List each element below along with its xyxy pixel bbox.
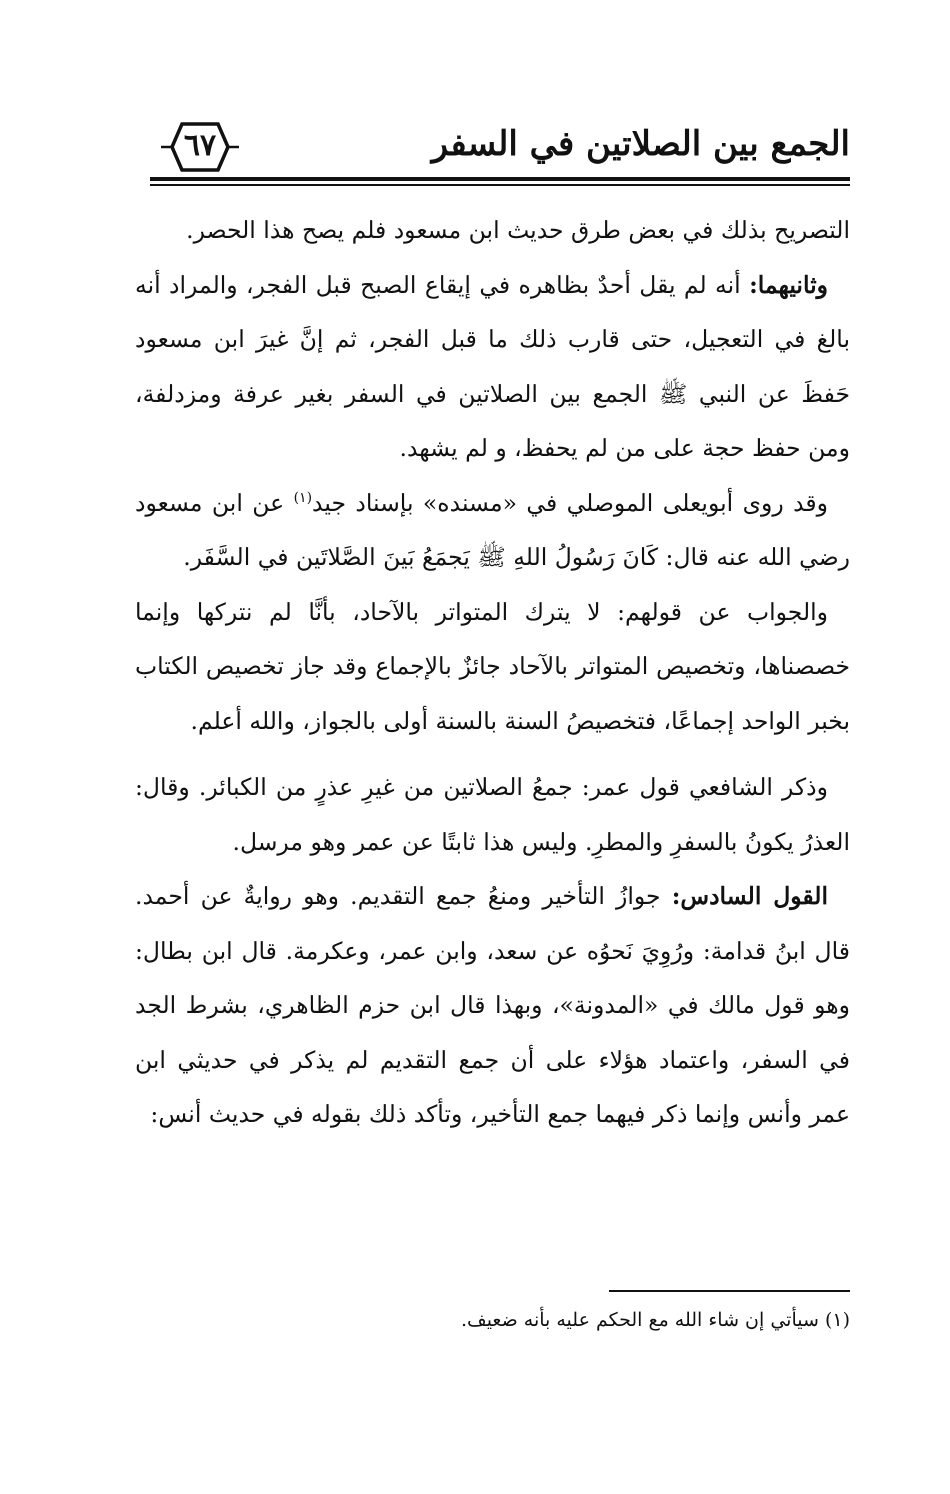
- paragraph-text: والجواب عن قولهم: لا يترك المتواتر بالآحاد، بأنَّا لم نتركها وإنما خصصناها، وتخصيص المتواتر بالآحاد جائزٌ بالإجماع وقد جاز تخصيص الكتاب بخبر الواحد إجماعًا، فتخصيصُ السنة بالسنة أولى بالجواز، والله أعلم.: [135, 597, 850, 735]
- page-number: ٦٧: [183, 128, 217, 163]
- running-title: الجمع بين الصلاتين في السفر: [431, 124, 850, 164]
- page-number-badge: [158, 118, 242, 176]
- paragraph-text: وذكر الشافعي قول عمر: جمعُ الصلاتين من غيرِ عذرٍ من الكبائر. وقال: العذرُ يكونُ بالسفرِ والمطرِ. وليس هذا ثابتًا عن عمر وهو مرسل.: [135, 773, 850, 856]
- page-header: [150, 118, 850, 182]
- footnote-reference: (١): [293, 489, 313, 506]
- paragraph-2: [135, 258, 850, 476]
- header-rule-thin: [150, 184, 850, 186]
- paragraph-5: [135, 760, 850, 869]
- paragraph-text: أنه لم يقل أحدٌ بظاهره في إيقاع الصبح قبل الفجر، والمراد أنه بالغ في التعجيل، حتى قارب ذلك ما قبل الفجر، ثم إنَّ غيرَ ابن مسعود حَفظَ عن النبي ﷺ الجمع بين الصلاتين في السفر بغير عرفة ومزدلفة، ومن حفظ حجة على من لم يحفظ، و لم يشهد.: [135, 270, 850, 462]
- paragraph-text: التصريح بذلك في بعض طرق حديث ابن مسعود فلم يصح هذا الحصر.: [186, 216, 850, 244]
- paragraph-3: [135, 476, 850, 585]
- paragraph-4: [135, 585, 850, 749]
- paragraph-text: جوازُ التأخير ومنعُ جمع التقديم. وهو روايةٌ عن أحمد. قال ابنُ قدامة: ورُوِيَ نَحوُه عن سعد، وابن عمر، وعكرمة. قال ابن بطال: وهو قول مالك في «المدونة»، وبهذا قال ابن حزم الظاهري، بشرط الجد في السفر، واعتماد هؤلاء على أن جمع التقديم لم يذكر في حديثي ابن عمر وأنس وإنما ذكر فيهما جمع التأخير، وتأكد ذلك بقوله في حديث أنس:: [135, 882, 850, 1128]
- paragraph-lead: القول السادس:: [671, 882, 828, 910]
- footnote-text: سيأتي إن شاء الله مع الحكم عليه بأنه ضعيف.: [460, 1309, 825, 1331]
- paragraph-6: [135, 869, 850, 1142]
- footnote-separator: [609, 1290, 850, 1292]
- footnote: [135, 1302, 850, 1338]
- paragraph-text: عن ابن مسعود رضي الله عنه قال: كَانَ رَسُولُ اللهِ ﷺ يَجمَعُ بَينَ الصَّلاتَين في السَّفَر.: [135, 488, 850, 571]
- footnote-marker: (١): [824, 1309, 850, 1331]
- paragraph-text: وقد روى أبويعلى الموصلي في «مسنده» بإسناد جيد: [312, 488, 828, 517]
- paragraph-1: [135, 203, 850, 258]
- header-rule-thick: [150, 177, 850, 181]
- paragraph-lead: وثانيهما:: [749, 270, 828, 299]
- main-text: [135, 203, 850, 1142]
